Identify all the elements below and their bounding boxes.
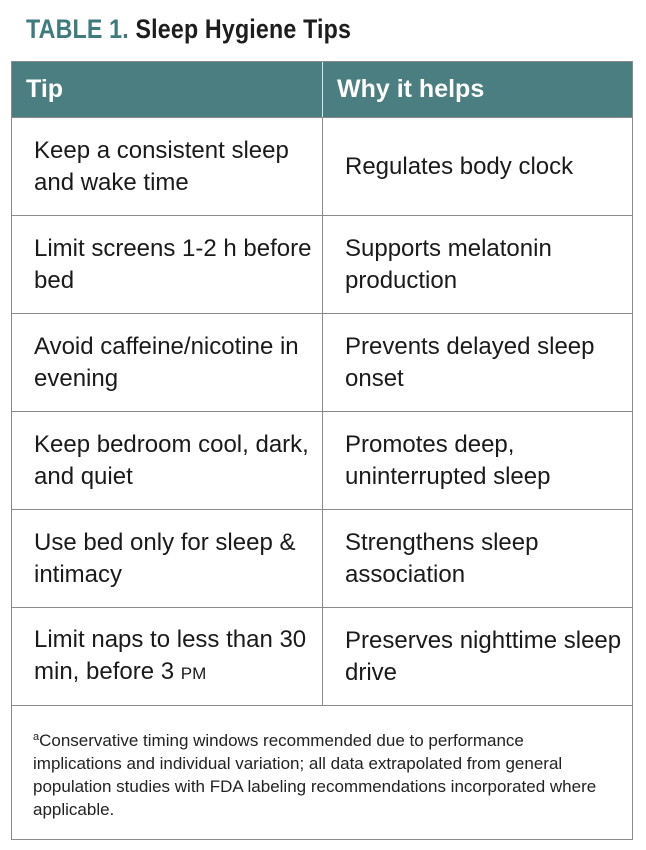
column-header-tip: Tip bbox=[12, 62, 323, 117]
tip-cell: Keep bedroom cool, dark, and quiet bbox=[12, 412, 323, 509]
why-cell: Supports melatonin production bbox=[345, 234, 552, 294]
why-cell: Prevents delayed sleep onset bbox=[345, 332, 595, 392]
table-row bbox=[12, 215, 632, 313]
table-row bbox=[12, 313, 632, 411]
table-header-row bbox=[12, 62, 632, 117]
table-title bbox=[26, 14, 351, 45]
tip-cell: Keep a consistent sleep and wake time bbox=[12, 118, 323, 215]
footnote-text: Conservative timing windows recommended due to performance implications and individual variation; all data extrapolated from general population studies with FDA labeling recommendations incorporated where applicable. bbox=[33, 731, 597, 819]
tip-cell bbox=[12, 608, 323, 705]
tip-cell: Limit screens 1-2 h before bed bbox=[12, 216, 323, 313]
table-row bbox=[12, 509, 632, 607]
time-suffix: PM bbox=[180, 663, 207, 683]
tip-cell: Avoid caffeine/nicotine in evening bbox=[12, 314, 323, 411]
why-cell: Preserves nighttime sleep drive bbox=[345, 626, 622, 686]
why-cell: Regulates body clock bbox=[345, 152, 574, 180]
why-cell: Strengthens sleep association bbox=[345, 528, 539, 588]
sleep-hygiene-table bbox=[11, 61, 633, 840]
table-title-text: Sleep Hygiene Tips bbox=[135, 14, 352, 44]
tip-cell-text bbox=[34, 624, 314, 690]
tip-cell: Use bed only for sleep & intimacy bbox=[12, 510, 323, 607]
table-row bbox=[12, 411, 632, 509]
table-number-label: TABLE 1. bbox=[26, 14, 129, 44]
table-row bbox=[12, 607, 632, 705]
why-cell: Promotes deep, uninterrupted sleep bbox=[345, 430, 551, 490]
table-footnote bbox=[12, 705, 632, 839]
footnote-marker: a bbox=[33, 731, 40, 743]
column-header-why: Why it helps bbox=[337, 75, 485, 103]
tip-main-text: Limit naps to less than 30 min, before 3 bbox=[34, 625, 307, 685]
table-row bbox=[12, 117, 632, 215]
